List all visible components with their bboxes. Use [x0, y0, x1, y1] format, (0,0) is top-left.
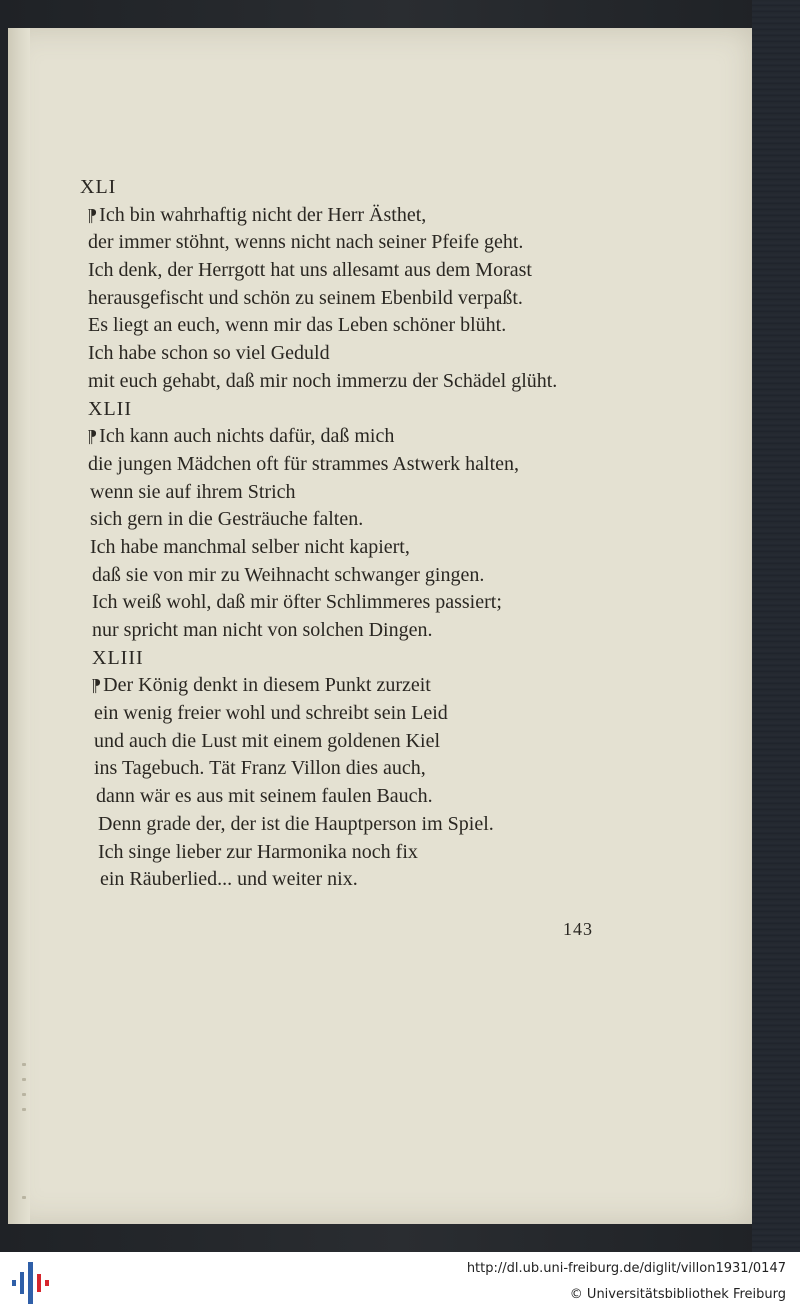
verse-line	[80, 866, 720, 894]
stanza-heading	[80, 645, 720, 673]
stanza-heading	[80, 174, 720, 202]
book-cover-edge	[752, 0, 800, 1252]
line-text: XLII	[88, 397, 132, 420]
line-text: ins Tagebuch. Tät Franz Villon dies auch,	[94, 757, 426, 780]
verse-line	[80, 368, 720, 396]
verse-line	[80, 728, 720, 756]
page-number: 143	[563, 919, 593, 939]
verse-line	[80, 700, 720, 728]
binding-stitch	[22, 1093, 26, 1096]
verse-line	[80, 451, 720, 479]
binding-stitch	[22, 1078, 26, 1081]
verse-line	[80, 839, 720, 867]
line-text: herausgefischt und schön zu seinem Ebenbild verpaßt.	[88, 286, 523, 309]
line-text: und auch die Lust mit einem goldenen Kiel	[94, 729, 441, 752]
footer-bar	[0, 1252, 800, 1311]
verse-line	[80, 285, 720, 313]
verse-line	[80, 672, 720, 700]
line-text: wenn sie auf ihrem Strich	[90, 480, 296, 503]
verse-line	[80, 506, 720, 534]
line-text: die jungen Mädchen oft für strammes Astwerk halten,	[88, 452, 519, 475]
verse-line	[80, 257, 720, 285]
verse-line	[80, 783, 720, 811]
line-text: Ich weiß wohl, daß mir öfter Schlimmeres passiert;	[92, 591, 502, 614]
line-text: dann wär es aus mit seinem faulen Bauch.	[96, 785, 433, 808]
binding-stitch	[22, 1196, 26, 1199]
line-text: Ich bin wahrhaftig nicht der Herr Ästhet,	[99, 203, 427, 226]
line-text: Ich denk, der Herrgott hat uns allesamt aus dem Morast	[88, 259, 532, 282]
line-text: Ich habe schon so viel Geduld	[88, 342, 330, 365]
verse-line	[80, 617, 720, 645]
verse-line	[80, 811, 720, 839]
line-text: Ich kann auch nichts dafür, daß mich	[99, 425, 395, 448]
line-text: ein Räuberlied... und weiter nix.	[100, 868, 358, 891]
poem-text-block	[80, 174, 720, 894]
line-text: Denn grade der, der ist die Hauptperson im Spiel.	[98, 812, 494, 835]
line-text: XLI	[80, 176, 117, 198]
binding-stitch	[22, 1108, 26, 1111]
verse-line	[80, 755, 720, 783]
pilcrow-icon: ¶	[88, 204, 97, 225]
verse-line	[80, 479, 720, 507]
verse-line	[80, 312, 720, 340]
line-text: der immer stöhnt, wenns nicht nach seiner Pfeife geht.	[88, 231, 524, 254]
line-text: Ich singe lieber zur Harmonika noch fix	[98, 840, 418, 863]
stanza-heading	[80, 396, 720, 424]
verse-line	[80, 229, 720, 257]
footer-url-link[interactable]: http://dl.ub.uni-freiburg.de/diglit/villon1931/0147	[466, 1261, 786, 1276]
verse-line	[80, 340, 720, 368]
verse-line	[80, 423, 720, 451]
verse-line	[80, 202, 720, 230]
line-text: daß sie von mir zu Weihnacht schwanger gingen.	[92, 563, 485, 586]
line-text: ein wenig freier wohl und schreibt sein Leid	[94, 702, 448, 725]
pilcrow-icon: ¶	[92, 675, 101, 696]
line-text: Der König denkt in diesem Punkt zurzeit	[103, 674, 431, 697]
line-text: Ich habe manchmal selber nicht kapiert,	[90, 535, 410, 558]
verse-line	[80, 589, 720, 617]
line-text: XLIII	[92, 646, 144, 669]
line-text: Es liegt an euch, wenn mir das Leben schöner blüht.	[88, 314, 507, 337]
footer-copyright: © Universitätsbibliothek Freiburg	[569, 1287, 786, 1302]
line-text: mit euch gehabt, daß mir noch immerzu der Schädel glüht.	[88, 369, 558, 392]
page-spine-shadow	[8, 28, 30, 1224]
verse-line	[80, 562, 720, 590]
ub-freiburg-logo-icon[interactable]	[10, 1262, 54, 1304]
binding-stitch	[22, 1063, 26, 1066]
verse-line	[80, 534, 720, 562]
line-text: sich gern in die Gesträuche falten.	[90, 508, 364, 531]
pilcrow-icon: ¶	[88, 426, 97, 447]
line-text: nur spricht man nicht von solchen Dingen.	[92, 619, 433, 641]
